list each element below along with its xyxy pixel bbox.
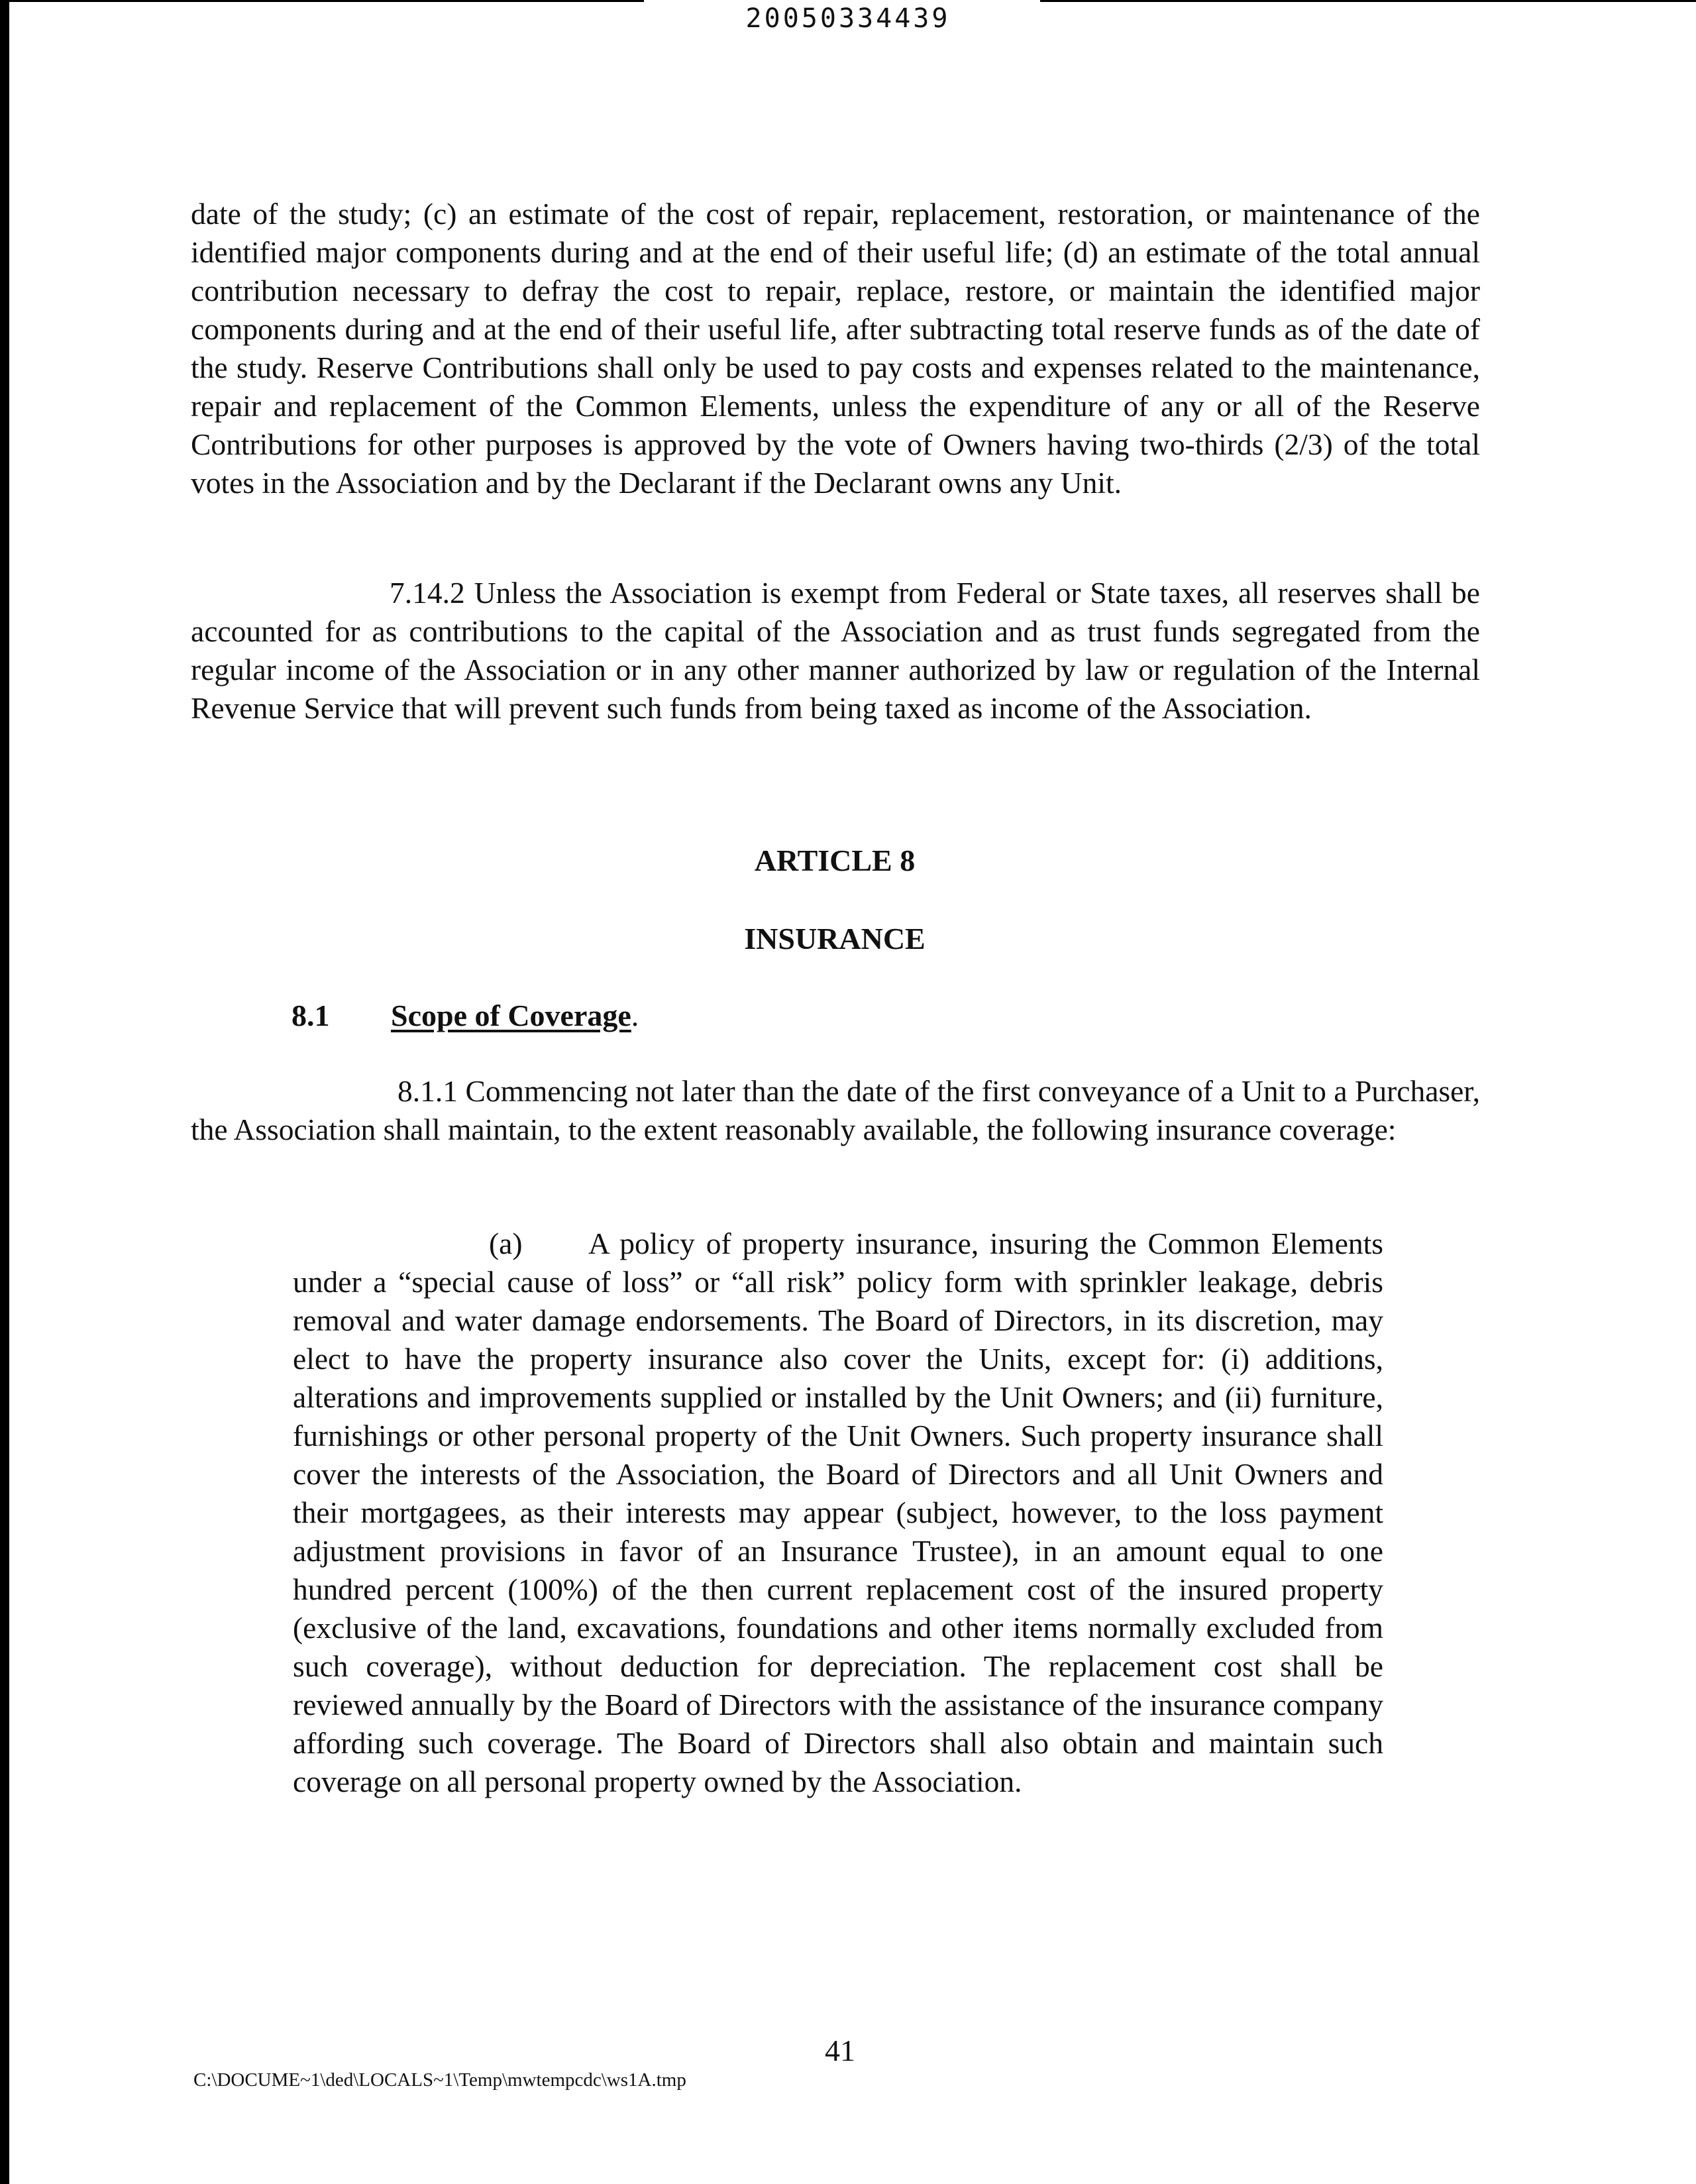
- paragraph-7-14-2: 7.14.2 Unless the Association is exempt from Federal or State taxes, all reserves shall be accounted for as contributions to the capital of the Association and as trust funds segregated from the regular income of the Association or in any other manner authorized by law or regulation of the Internal Revenue Service that will prevent such funds from being taxed as income of the Association.: [191, 576, 1480, 725]
- section-title: Scope of Coverage: [391, 999, 631, 1032]
- article-heading: ARTICLE 8: [754, 844, 916, 877]
- section-heading: [391, 997, 639, 1035]
- list-item-text: A policy of property insurance, insuring the Common Elements under a “special cause of loss” or “all risk” policy form with sprinkler leakage, debris removal and water damage endorsements. The Board of Directors, in its discretion, may elect to have the property insurance also cover the Units, except for: (i) additions, alterations and improvements supplied or installed by the Unit Owners; and (ii) furniture, furnishings or other personal property of the Unit Owners. Such property insurance shall cover the interests of the Association, the Board of Directors and all Unit Owners and their mortgagees, as their interests may appear (subject, however, to the loss payment adjustment provisions in favor of an Insurance Trustee), in an amount equal to one hundred percent (100%) of the then current replacement cost of the insured property (exclusive of the land, excavations, foundations and other items normally excluded from such coverage), without deduction for depreciation. The replacement cost shall be reviewed annually by the Board of Directors with the assistance of the insurance company affording such coverage. The Board of Directors shall also obtain and maintain such coverage on all personal property owned by the Association.: [293, 1227, 1383, 1798]
- page-number: 41: [825, 2034, 855, 2067]
- list-item-a: [293, 1225, 1383, 1801]
- scan-border-top-left: [0, 0, 644, 2]
- paragraph-8-1-1: 8.1.1 Commencing not later than the date of the first conveyance of a Unit to a Purchaser, the Association shall maintain, to the extent reasonably available, the following insurance coverage:: [191, 1074, 1480, 1146]
- paragraph-reserve-study-continuation: date of the study; (c) an estimate of the cost of repair, replacement, restoration, or maintenance of the identified major components during and at the end of their useful life; (d) an estimate of the total annual contribution necessary to defray the cost to repair, replace, restore, or maintain the identified major components during and at the end of their useful life, after subtracting total reserve funds as of the date of the study. Reserve Contributions shall only be used to pay costs and expenses related to the maintenance, repair and replacement of the Common Elements, unless the expenditure of any or all of the Reserve Contributions for other purposes is approved by the vote of Owners having two-thirds (2/3) of the total votes in the Association and by the Declarant if the Declarant owns any Unit.: [191, 197, 1480, 500]
- document-number: 20050334439: [745, 3, 951, 34]
- scan-border-top-right: [1040, 0, 1696, 2]
- section-title-period: .: [631, 999, 639, 1032]
- scan-border-left: [0, 0, 9, 2184]
- list-item-label: (a): [489, 1227, 523, 1260]
- article-title: INSURANCE: [744, 922, 926, 956]
- footer-file-path: C:\DOCUME~1\ded\LOCALS~1\Temp\mwtempcdc\ws1A.tmp: [193, 2069, 686, 2091]
- section-number: 8.1: [292, 999, 330, 1032]
